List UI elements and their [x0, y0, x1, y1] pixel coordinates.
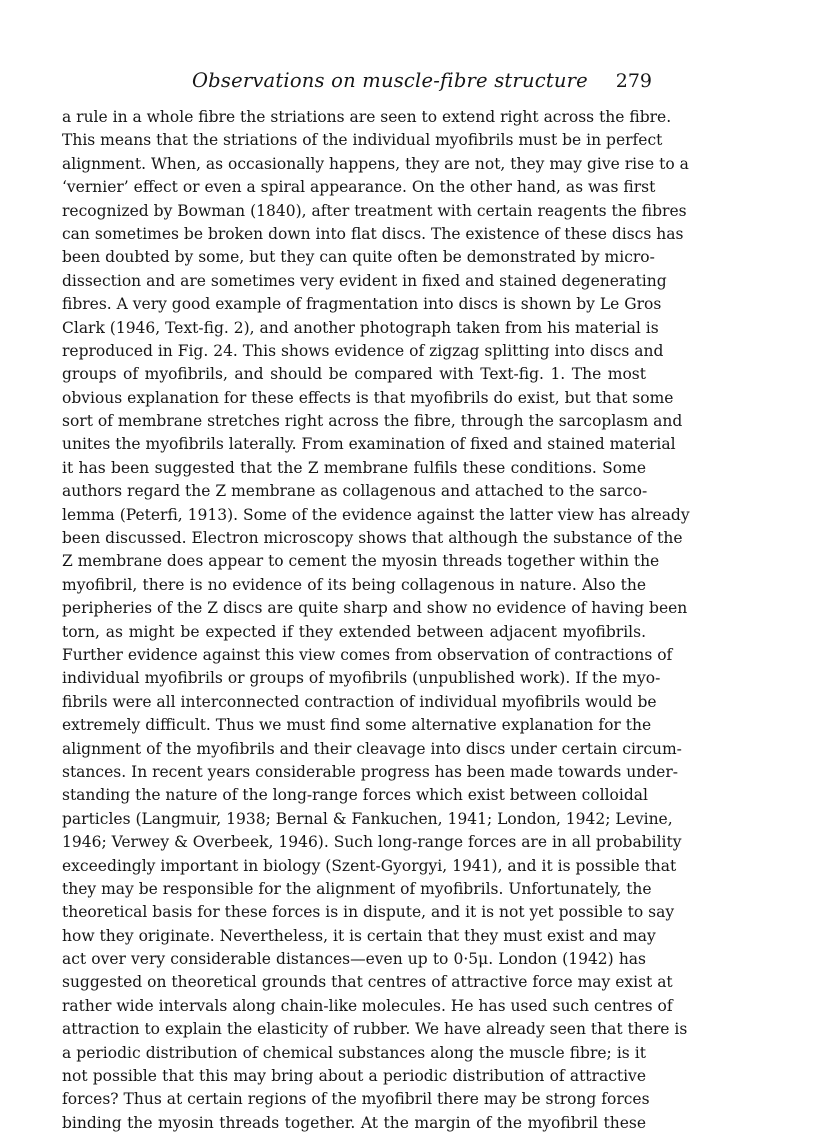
text-line: how they originate. Nevertheless, it is certain that they must exist and may	[62, 926, 656, 945]
text-line: they may be responsible for the alignment of myofibrils. Unfortunately, the	[62, 879, 652, 898]
body-text	[62, 106, 690, 1135]
text-line: torn, as might be expected if they extended between adjacent myofibrils.	[62, 622, 646, 641]
text-line: lemma (Peterfi, 1913). Some of the evidence against the latter view has already	[62, 505, 690, 524]
text-line: peripheries of the Z discs are quite sharp and show no evidence of having been	[62, 599, 688, 618]
text-line: 1946; Verwey & Overbeek, 1946). Such long-range forces are in all probability	[62, 833, 682, 852]
running-title: Observations on muscle-fibre structure	[192, 69, 588, 92]
text-line: ‘vernier’ effect or even a spiral appearance. On the other hand, as was first	[62, 178, 656, 197]
page	[62, 66, 690, 1135]
text-line: authors regard the Z membrane as collagenous and attached to the sarco-	[62, 482, 648, 501]
text-line: rather wide intervals along chain-like molecules. He has used such centres of	[62, 996, 673, 1015]
text-line: extremely difficult. Thus we must find some alternative explanation for the	[62, 716, 652, 735]
text-line: standing the nature of the long-range forces which exist between colloidal	[62, 786, 648, 805]
text-line: Clark (1946, Text-fig. 2), and another photograph taken from his material is	[62, 318, 659, 337]
text-line: obvious explanation for these effects is that myofibrils do exist, but that some	[62, 388, 674, 407]
text-line: attraction to explain the elasticity of rubber. We have already seen that there is	[62, 1020, 688, 1039]
text-line: can sometimes be broken down into flat discs. The existence of these discs has	[62, 224, 684, 243]
text-line: reproduced in Fig. 24. This shows evidence of zigzag splitting into discs and	[62, 341, 664, 360]
text-line: theoretical basis for these forces is in dispute, and it is not yet possible to say	[62, 903, 675, 922]
text-line: alignment of the myofibrils and their cleavage into discs under certain circum-	[62, 739, 682, 758]
text-line: exceedingly important in biology (Szent-Gyorgyi, 1941), and it is possible that	[62, 856, 677, 875]
text-line: been discussed. Electron microscopy shows that although the substance of the	[62, 529, 683, 548]
text-line: Further evidence against this view comes from observation of contractions of	[62, 645, 673, 664]
page-number: 279	[615, 70, 652, 92]
text-line: Z membrane does appear to cement the myosin threads together within the	[62, 552, 660, 571]
text-line: been doubted by some, but they can quite often be demonstrated by micro-	[62, 248, 655, 267]
text-line: suggested on theoretical grounds that centres of attractive force may exist at	[62, 973, 673, 992]
text-line: it has been suggested that the Z membrane fulfils these conditions. Some	[62, 458, 646, 477]
text-line: alignment. When, as occasionally happens, they are not, they may give rise to a	[62, 154, 689, 173]
text-line: binding the myosin threads together. At the margin of the myofibril these	[62, 1113, 646, 1132]
text-line: This means that the striations of the individual myofibrils must be in perfect	[62, 131, 663, 150]
text-line: particles (Langmuir, 1938; Bernal & Fankuchen, 1941; London, 1942; Levine,	[62, 809, 673, 828]
text-line: fibres. A very good example of fragmentation into discs is shown by Le Gros	[62, 295, 662, 314]
text-line: individual myofibrils or groups of myofibrils (unpublished work). If the myo-	[62, 669, 661, 688]
text-line: recognized by Bowman (1840), after treatment with certain reagents the fibres	[62, 201, 687, 220]
text-line: groups of myofibrils, and should be compared with Text-fig. 1. The most	[62, 365, 646, 384]
text-line: fibrils were all interconnected contraction of individual myofibrils would be	[62, 692, 657, 711]
running-head	[62, 66, 652, 96]
text-line: unites the myofibrils laterally. From examination of fixed and stained material	[62, 435, 676, 454]
text-line: not possible that this may bring about a periodic distribution of attractive	[62, 1067, 646, 1086]
text-line: act over very considerable distances—even up to 0·5μ. London (1942) has	[62, 950, 646, 969]
text-line: a periodic distribution of chemical substances along the muscle fibre; is it	[62, 1043, 646, 1062]
text-line: forces? Thus at certain regions of the myofibril there may be strong forces	[62, 1090, 650, 1109]
text-line: sort of membrane stretches right across the fibre, through the sarcoplasm and	[62, 412, 683, 431]
text-line: myofibril, there is no evidence of its being collagenous in nature. Also the	[62, 575, 646, 594]
text-line: stances. In recent years considerable progress has been made towards under-	[62, 762, 679, 781]
text-line: dissection and are sometimes very evident in fixed and stained degenerating	[62, 271, 667, 290]
text-line: a rule in a whole fibre the striations are seen to extend right across the fibre.	[62, 108, 672, 126]
